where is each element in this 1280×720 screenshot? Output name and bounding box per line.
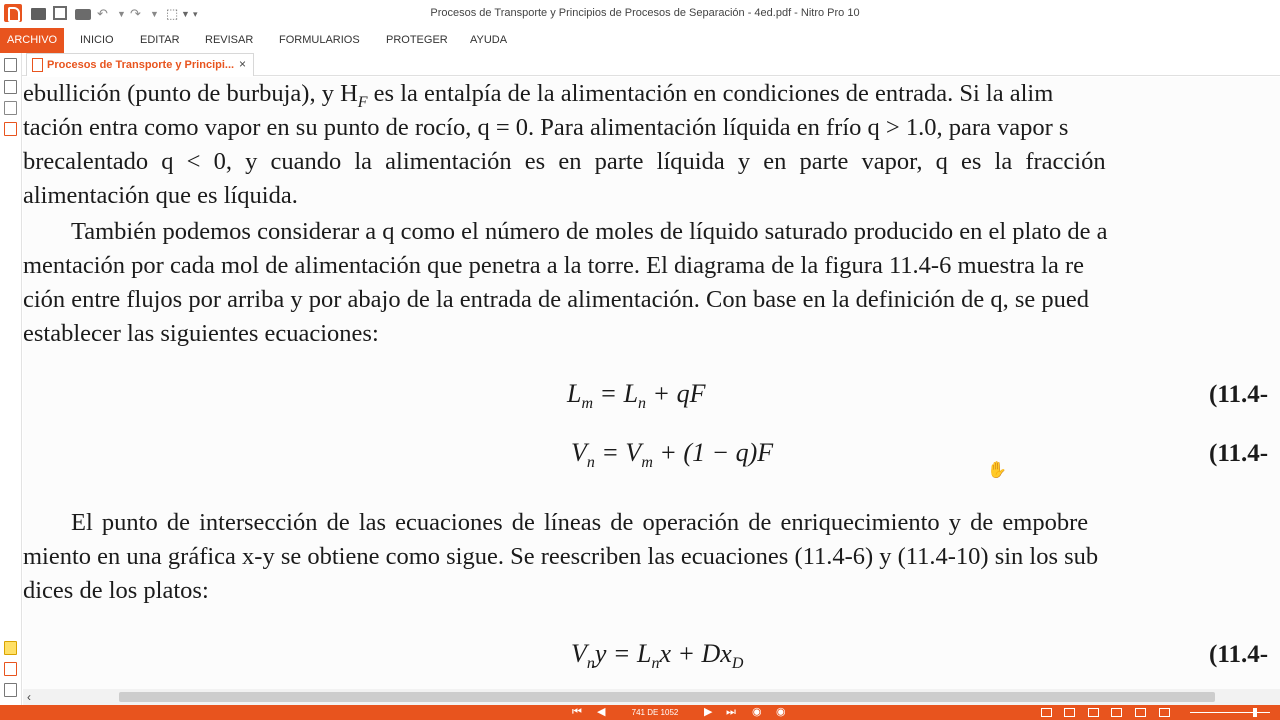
properties-panel-icon[interactable] xyxy=(4,683,17,697)
select-tool-icon[interactable]: ⬚ xyxy=(166,6,179,21)
status-bar xyxy=(0,705,1280,720)
pages-panel-icon[interactable] xyxy=(4,58,17,72)
document-tab-strip xyxy=(0,53,1280,76)
attachments-panel-icon[interactable] xyxy=(4,122,17,136)
text-line: tación entra como vapor en su punto de rocío, q = 0. Para alimentación líquida en frío q > 1.0, para vapor s xyxy=(23,114,1069,141)
pdf-file-icon xyxy=(32,58,43,72)
text-line: También podemos considerar a q como el número de moles de líquido saturado producido en el plato de a xyxy=(71,218,1108,245)
equation-number: (11.4- xyxy=(1209,440,1269,467)
text-line: dices de los platos: xyxy=(23,577,209,604)
text-line: El punto de intersección de las ecuaciones de líneas de operación de enriquecimiento y de empobre xyxy=(71,509,1089,536)
text-line: ebullición (punto de burbuja), y $H_F$ es la entalpía de la alimentación en condiciones de entrada. Si la alim xyxy=(23,80,1054,111)
redo-icon[interactable]: ↷ xyxy=(130,6,141,21)
equation: $V_n = V_m + (1 - q)F$ xyxy=(571,438,774,472)
facing-continuous-view-icon[interactable] xyxy=(1111,708,1122,717)
horizontal-scrollbar[interactable] xyxy=(23,689,1280,705)
split-view-icon[interactable] xyxy=(1135,708,1146,717)
text-line: miento en una gráfica x-y se obtiene como sigue. Se reescriben las ecuaciones (11.4-6) y (11.4-10) sin los sub xyxy=(23,543,1099,570)
previous-page-icon[interactable]: ◀ xyxy=(597,706,606,718)
layers-panel-icon[interactable] xyxy=(4,101,17,115)
left-sidebar-toolbar xyxy=(0,53,22,705)
output-panel-icon[interactable] xyxy=(4,662,17,676)
facing-view-icon[interactable] xyxy=(1088,708,1099,717)
zoom-slider-thumb[interactable] xyxy=(1253,708,1257,717)
text-line: establecer las siguientes ecuaciones: xyxy=(23,320,379,347)
text-line: brecalentado q < 0, y cuando la alimentación es en parte líquida y en parte vapor, q es la fracción xyxy=(23,148,1106,175)
document-tab-label: Procesos de Transporte y Principi... xyxy=(47,59,235,71)
window-title: Procesos de Transporte y Principios de Procesos de Separación - 4ed.pdf - Nitro Pro 10 xyxy=(430,7,860,19)
equation: $V_ny = L_nx + Dx_D$ xyxy=(571,639,744,673)
tab-archivo[interactable]: ARCHIVO xyxy=(0,28,64,53)
customize-toolbar-icon[interactable]: ▾ xyxy=(193,9,198,19)
continuous-view-icon[interactable] xyxy=(1064,708,1075,717)
ribbon-tabs xyxy=(0,28,1280,53)
single-page-view-icon[interactable] xyxy=(1041,708,1052,717)
tab-editar[interactable]: EDITAR xyxy=(140,34,180,46)
equation-number: (11.4- xyxy=(1209,641,1269,668)
last-page-icon[interactable]: ⏭ xyxy=(726,706,736,718)
tab-formularios[interactable]: FORMULARIOS xyxy=(279,34,360,46)
text-line: alimentación que es líquida. xyxy=(23,182,298,209)
undo-dropdown-icon[interactable]: ▼ xyxy=(117,9,126,19)
scrollbar-thumb[interactable] xyxy=(119,692,1215,702)
bookmarks-panel-icon[interactable] xyxy=(4,80,17,94)
tab-ayuda[interactable]: AYUDA xyxy=(470,34,508,46)
first-page-icon[interactable]: ⏮ xyxy=(572,706,582,718)
select-dropdown-icon[interactable]: ▼ xyxy=(181,9,190,19)
page-indicator[interactable]: 741 DE 1052 xyxy=(631,708,679,717)
comments-panel-icon[interactable] xyxy=(4,641,17,655)
scroll-left-icon[interactable]: ‹ xyxy=(27,690,31,704)
close-icon[interactable]: × xyxy=(239,57,247,71)
redo-dropdown-icon[interactable]: ▼ xyxy=(150,9,159,19)
text-line: mentación por cada mol de alimentación que penetra a la torre. El diagrama de la figura 11.4-6 muestra la re xyxy=(23,252,1084,279)
forward-view-icon[interactable]: ◉ xyxy=(776,706,786,718)
title-bar xyxy=(0,0,1280,28)
tab-inicio[interactable]: INICIO xyxy=(80,34,114,46)
next-page-icon[interactable]: ▶ xyxy=(704,706,713,718)
document-page[interactable] xyxy=(23,77,1280,689)
hand-cursor-icon: ✋ xyxy=(987,462,1007,479)
zoom-slider[interactable] xyxy=(1190,712,1270,713)
back-view-icon[interactable]: ◉ xyxy=(752,706,762,718)
text-line: ción entre flujos por arriba y por abajo de la entrada de alimentación. Con base en la definición de q, se pued xyxy=(23,286,1090,313)
fullscreen-view-icon[interactable] xyxy=(1159,708,1170,717)
equation-number: (11.4- xyxy=(1209,381,1269,408)
tab-proteger[interactable]: PROTEGER xyxy=(386,34,448,46)
equation: $L_m = L_n$ + qF xyxy=(567,379,706,413)
tab-revisar[interactable]: REVISAR xyxy=(205,34,254,46)
undo-icon[interactable]: ↶ xyxy=(97,6,108,21)
document-tab[interactable] xyxy=(26,53,254,76)
